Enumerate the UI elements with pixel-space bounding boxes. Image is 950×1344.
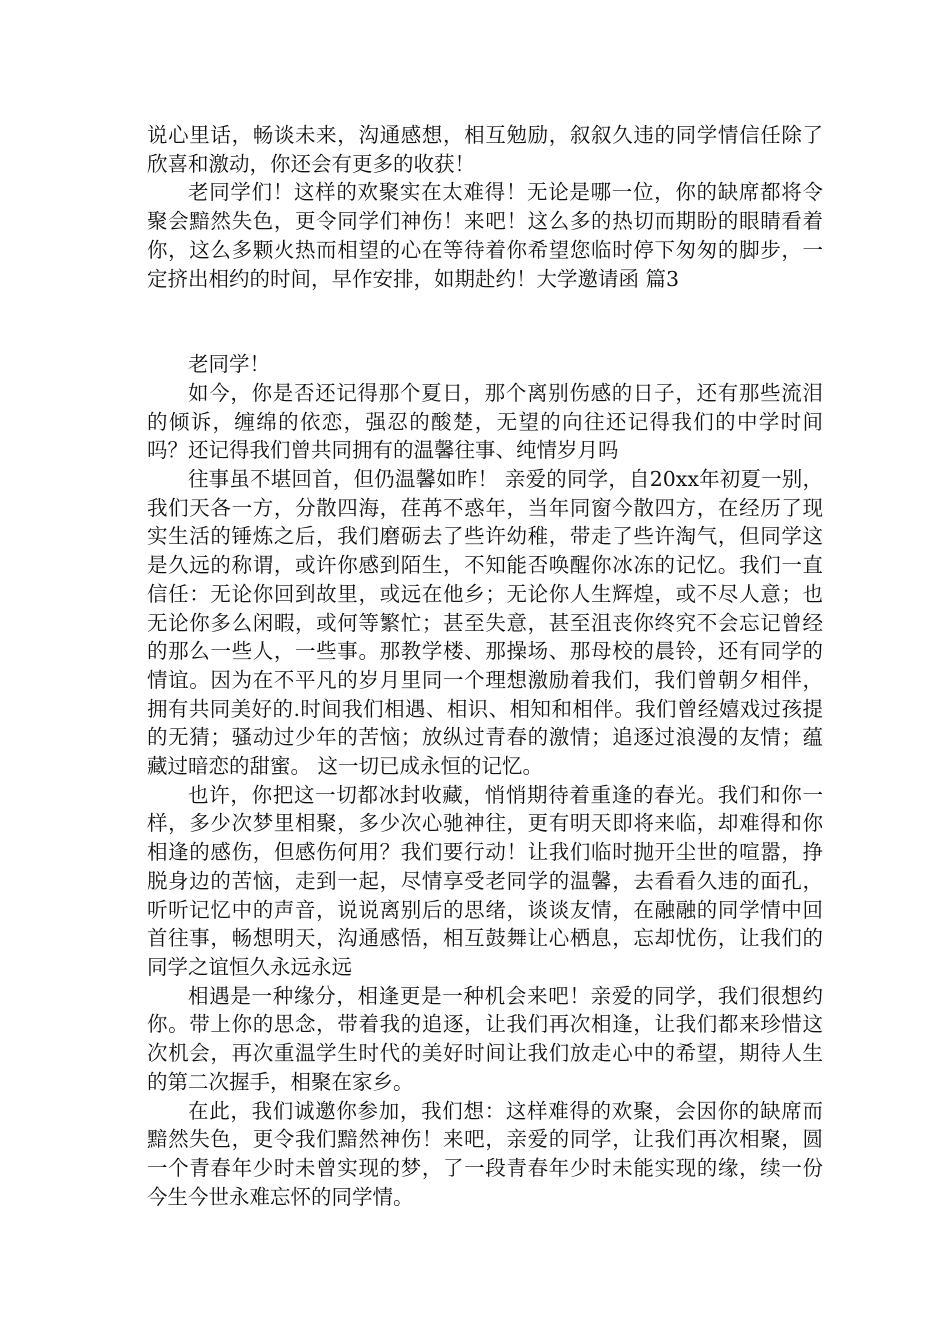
- section-spacer: [147, 293, 823, 350]
- document-body: [147, 121, 823, 1211]
- paragraph-memories: 如今，你是否还记得那个夏日，那个离别伤感的日子，还有那些流泪的倾诉，缠绵的依恋，强忍的酸楚，无望的向往还记得我们的中学时间吗？还记得我们曾共同拥有的温馨往事、纯情岁月吗: [147, 380, 823, 463]
- paragraph-sincere-invite: 在此，我们诚邀你参加，我们想：这样难得的欢聚，会因你的缺席而黯然失色，更令我们黯然神伤！来吧，亲爱的同学，让我们再次相聚，圆一个青春年少时未曾实现的梦，了一段青春年少时未能实现的缘，续一份今生今世永难忘怀的同学情。: [147, 1098, 823, 1209]
- paragraph-invitation-close: 老同学们！这样的欢聚实在太难得！无论是哪一位，你的缺席都将令聚会黯然失色，更令同学们神伤！来吧！这么多的热切而期盼的眼睛看着你，这么多颗火热而相望的心在等待着你希望您临时停下匆匆的脚步，一定挤出相约的时间，早作安排，如期赴约！大学邀请函 篇3: [147, 180, 823, 291]
- salutation: 老同学！: [188, 352, 270, 377]
- paragraph-reminiscence: 往事虽不堪回首，但仍温馨如昨！ 亲爱的同学，自20xx年初夏一别，我们天各一方，分散四海，荏苒不惑年，当年同窗今散四方，在经历了现实生活的锤炼之后，我们磨砺去了些许幼稚，带走了些许淘气，但同学这是久远的称谓，或许你感到陌生，不知能否唤醒你冰冻的记忆。我们一直信任：无论你回到故里，或远在他乡；无论你人生辉煌，或不尽人意；也无论你多么闲暇，或何等繁忙；甚至失意，甚至沮丧你终究不会忘记曾经的那么一些人，一些事。那教学楼、那操场、那母校的晨铃，还有同学的情谊。因为在不平凡的岁月里同一个理想激励着我们，我们曾朝夕相伴，拥有共同美好的.时间我们相遇、相识、相知和相伴。我们曾经嬉戏过孩提的无猜；骚动过少年的苦恼；放纵过青春的激情；追逐过浪漫的友情；蕴藏过暗恋的甜蜜。 这一切已成永恒的记忆。: [147, 467, 823, 779]
- paragraph-continuation: 说心里话，畅谈未来，沟通感想，相互勉励，叙叙久违的同学情信任除了欣喜和激动，你还会有更多的收获！: [147, 123, 823, 176]
- paragraph-reunion-call: 也许，你把这一切都冰封收藏，悄悄期待着重逢的春光。我们和你一样，多少次梦里相聚，多少次心驰神往，更有明天即将来临，却难得和你相逢的感伤，但感伤何用？我们要行动！让我们临时抛开尘世的喧嚣，挣脱身边的苦恼，走到一起，尽情享受老同学的温馨，去看看久违的面孔，听听记忆中的声音，说说离别后的思绪，谈谈友情，在融融的同学情中回首往事，畅想明天，沟通感悟，相互鼓舞让心栖息，忘却忧伤，让我们的同学之谊恒久永远永远: [147, 782, 823, 979]
- paragraph-chance-meeting: 相遇是一种缘分，相逢更是一种机会来吧！亲爱的同学，我们很想约你。带上你的思念，带着我的追逐，让我们再次相逢，让我们都来珍惜这次机会，再次重温学生时代的美好时间让我们放走心中的希望，期待人生的第二次握手，相聚在家乡。: [147, 983, 823, 1094]
